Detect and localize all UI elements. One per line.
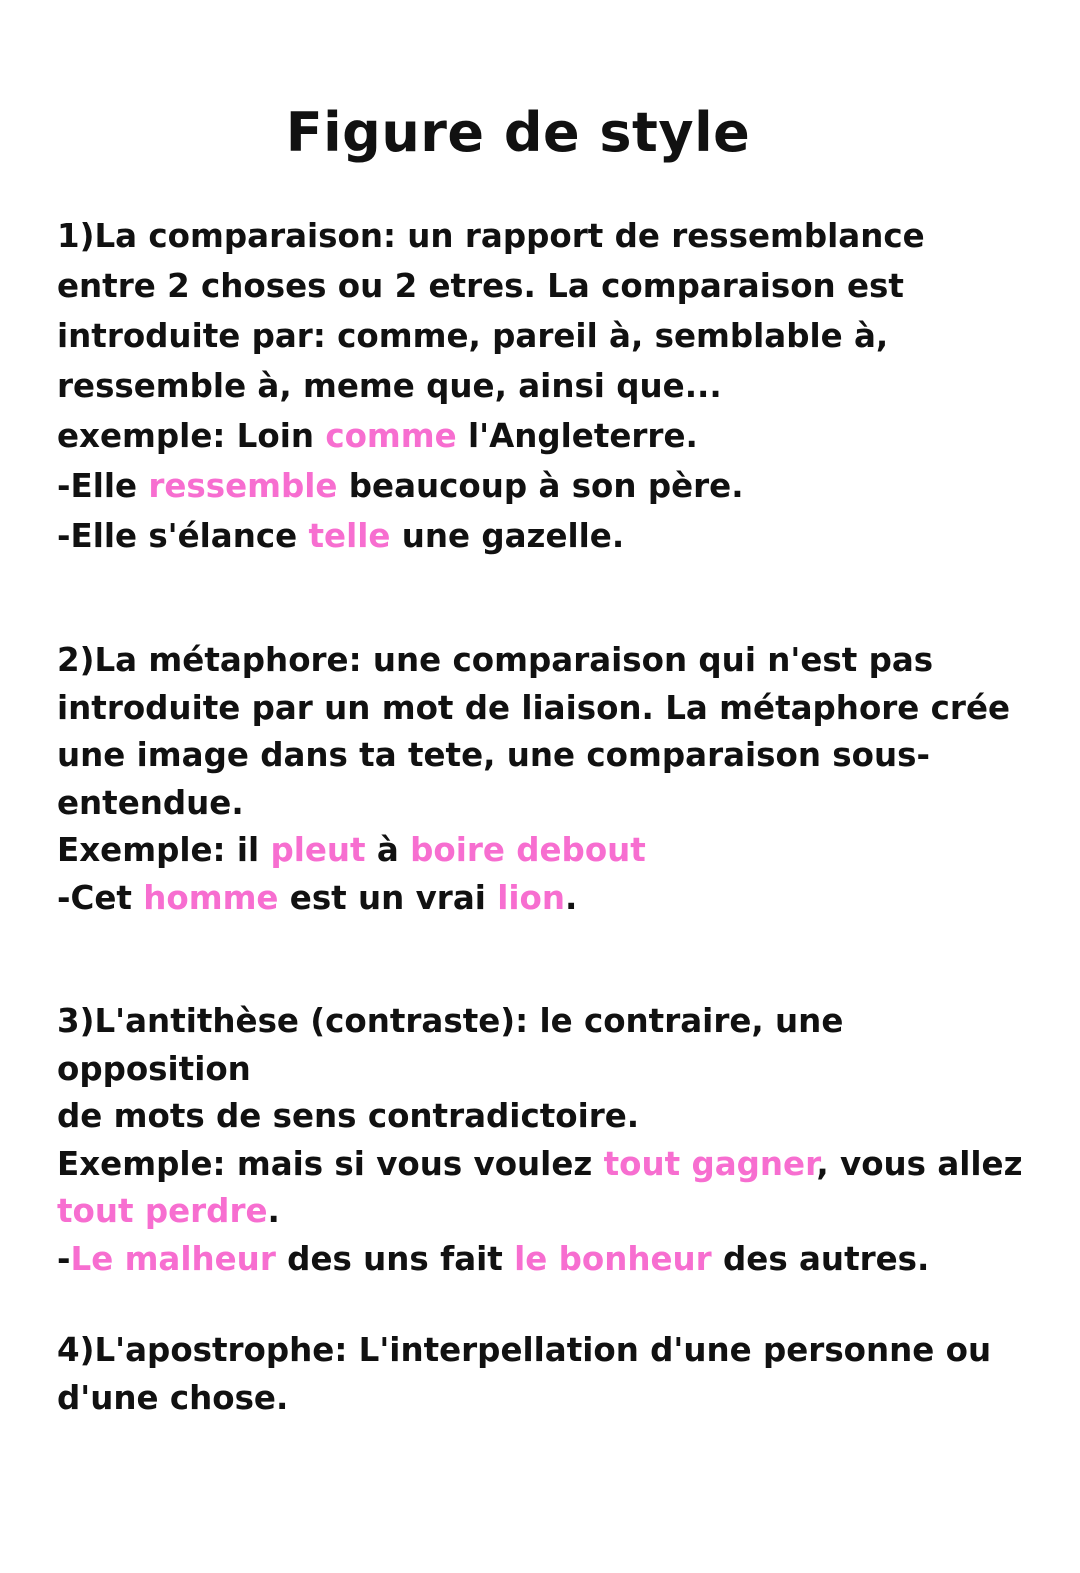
text-line: [57, 998, 1047, 1093]
highlighted-term: lion: [497, 878, 565, 917]
text-line: [57, 827, 1047, 875]
text-segment: des uns fait: [275, 1239, 515, 1278]
text-segment: entendue.: [57, 783, 244, 822]
text-line: [57, 1188, 1047, 1236]
text-segment: l'Angleterre.: [456, 417, 698, 455]
text-line: [57, 732, 1047, 780]
text-line: [57, 211, 1047, 261]
highlighted-term: le bonheur: [514, 1239, 712, 1278]
text-segment: .: [267, 1192, 280, 1230]
highlighted-term: Le malheur: [70, 1239, 276, 1278]
text-segment: d'une chose.: [57, 1378, 289, 1417]
text-line: [57, 875, 1047, 923]
text-segment: ressemble à, meme que, ainsi que...: [57, 367, 722, 405]
text-line: [57, 1236, 1047, 1284]
highlighted-term: tout gagner: [603, 1144, 817, 1183]
text-segment: 3)L'antithèse (contraste): le contraire, une opposition: [57, 1002, 855, 1088]
highlighted-term: telle: [308, 517, 391, 555]
text-line: [57, 511, 1047, 561]
text-segment: de mots de sens contradictoire.: [57, 1097, 640, 1135]
text-segment: est un vrai: [278, 878, 498, 917]
text-line: [57, 780, 1047, 828]
text-segment: -Elle s'élance: [57, 517, 309, 555]
text-segment: 1)La comparaison: un rapport de ressemblance: [57, 217, 925, 255]
text-segment: 4)L'apostrophe: L'interpellation d'une personne ou: [57, 1331, 992, 1369]
highlighted-term: homme: [143, 878, 279, 917]
text-segment: une gazelle.: [390, 517, 625, 555]
text-segment: introduite par: comme, pareil à, semblable à,: [57, 317, 889, 355]
text-segment: -: [57, 1239, 71, 1278]
text-segment: exemple: Loin: [57, 417, 326, 455]
text-segment: Exemple: il: [57, 831, 271, 869]
text-segment: -Elle: [57, 467, 149, 505]
text-line: [57, 1375, 1047, 1423]
text-line: [57, 361, 1047, 411]
text-line: [57, 637, 1047, 685]
text-segment: Exemple: mais si vous voulez: [57, 1144, 604, 1183]
text-segment: introduite par un mot de liaison. La métaphore crée: [57, 688, 1011, 727]
text-line: [57, 411, 1047, 461]
text-line: [57, 1327, 1047, 1375]
text-segment: 2)La métaphore: une comparaison qui n'est pas: [57, 641, 934, 679]
text-segment: une image dans ta tete, une comparaison sous-: [57, 736, 930, 774]
text-segment: , vous allez: [816, 1144, 1023, 1183]
highlighted-term: comme: [325, 417, 457, 455]
section-comparaison: [57, 211, 1047, 561]
highlighted-term: tout perdre: [57, 1192, 268, 1230]
text-line: [57, 461, 1047, 511]
section-apostrophe: [57, 1327, 1047, 1422]
highlighted-term: pleut: [270, 831, 366, 869]
highlighted-term: boire debout: [410, 831, 646, 869]
highlighted-term: ressemble: [148, 467, 338, 505]
section-antithese: [57, 998, 1047, 1283]
text-segment: entre 2 choses ou 2 etres. La comparaison est: [57, 267, 904, 305]
text-line: [57, 1141, 1047, 1189]
text-line: [57, 685, 1047, 733]
text-segment: .: [564, 878, 578, 917]
text-line: [57, 261, 1047, 311]
text-line: [57, 311, 1047, 361]
section-metaphore: [57, 637, 1047, 922]
text-segment: à: [365, 831, 411, 869]
text-segment: -Cet: [57, 878, 144, 917]
text-segment: beaucoup à son père.: [337, 467, 744, 505]
page-title: Figure de style: [285, 101, 751, 165]
text-segment: des autres.: [711, 1239, 930, 1278]
text-line: [57, 1093, 1047, 1141]
